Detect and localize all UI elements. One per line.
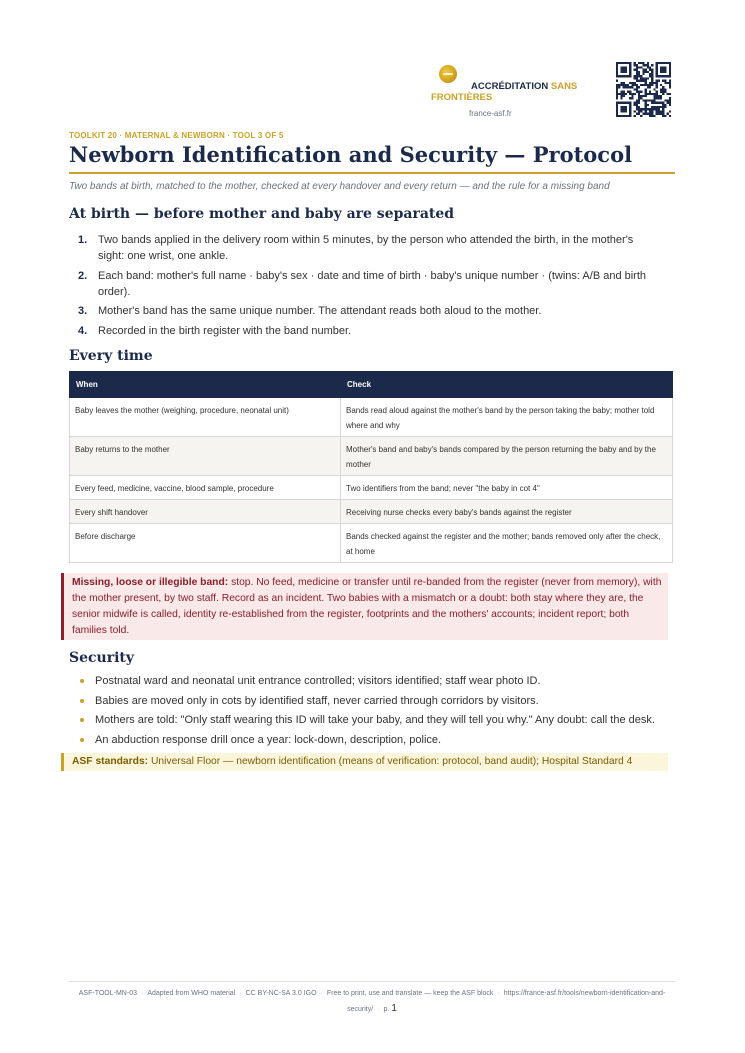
list-item — [69, 268, 659, 300]
table-row — [70, 398, 673, 437]
toolkit-eyebrow: TOOLKIT 20 · MATERNAL & NEWBORN · TOOL 3 OF 5 — [69, 131, 284, 140]
table-row — [70, 500, 673, 524]
asf-standards-note — [61, 753, 668, 771]
brand-name — [431, 81, 601, 103]
list-item — [69, 232, 659, 264]
step-number: 1. — [78, 234, 88, 246]
checks-table — [69, 371, 673, 563]
section-heading-birth: At birth — before mother and baby are separated — [69, 206, 455, 222]
step-text: Two bands applied in the delivery room within 5 minutes, by the person who attended the birth, in the mother's sight: one wrist, one ankle. — [98, 234, 634, 262]
standards-text: Universal Floor — newborn identification (means of verification: protocol, band audit); Hospital Standard 4 — [148, 756, 633, 767]
security-list — [69, 673, 675, 751]
list-item: Babies are moved only in cots by identified staff, never carried through corridors by visitors. — [69, 693, 675, 709]
cell-when: Every shift handover — [70, 500, 341, 524]
footer-code: ASF-TOOL-MN-03 — [78, 990, 137, 997]
list-item — [69, 323, 659, 339]
page-footer: ASF-TOOL-MN-03 · Adapted from WHO material · CC BY-NC-SA 3.0 IGO · Free to print, use and translate — keep the ASF block · https://france-asf.fr/tools/newborn-identification-and-security/ · p. 1 — [69, 981, 675, 1017]
footer-url[interactable]: https://france-asf.fr/tools/newborn-identification-and-security/ — [347, 990, 666, 1013]
table-row — [70, 476, 673, 500]
birth-steps-list — [69, 232, 659, 342]
step-number: 2. — [78, 269, 88, 282]
list-item — [69, 303, 659, 319]
section-heading-every-time: Every time — [69, 348, 153, 364]
missing-band-warning — [61, 573, 668, 640]
table-header-row — [70, 372, 673, 398]
cell-when: Baby returns to the mother — [70, 437, 341, 476]
list-item: Postnatal ward and neonatal unit entrance controlled; visitors identified; staff wear photo ID. — [69, 673, 675, 689]
cell-when: Every feed, medicine, vaccine, blood sample, procedure — [70, 476, 341, 500]
footer-license: CC BY-NC-SA 3.0 IGO — [245, 990, 317, 997]
step-text: Mother's band has the same unique number. The attendant reads both aloud to the mother. — [98, 305, 542, 317]
step-number: 4. — [78, 324, 88, 337]
footer-page-label: p. — [383, 1006, 390, 1013]
qr-code-icon — [616, 62, 671, 117]
cell-check: Bands checked against the register and the mother; bands removed only after the check, at home — [341, 524, 673, 563]
warning-label: Missing, loose or illegible band: — [72, 577, 229, 588]
footer-rights: Free to print, use and translate — keep the ASF block — [326, 990, 494, 997]
section-heading-security: Security — [69, 650, 135, 666]
footer-page-number: 1 — [391, 1003, 397, 1014]
brand-name-main: ACCRÉDITATION — [471, 81, 549, 92]
cell-check: Mother's band and baby's bands compared by the person returning the baby and by the mother — [341, 437, 673, 476]
warning-text: stop. No feed, medicine or transfer until re-banded from the register (never from memory), with the mother present, by two staff. Record as an incident. Two babies with a mismatch or a doubt: both stay where they are, the senior midwife is called, identity re-established from the register, footprints and the mothers' accounts; incident report; both families told. — [72, 577, 662, 636]
cell-check: Two identifiers from the band; never "the baby in cot 4" — [341, 476, 673, 500]
step-number: 3. — [78, 305, 88, 317]
cell-check: Receiving nurse checks every baby's bands against the register — [341, 500, 673, 524]
list-item: Mothers are told: "Only staff wearing this ID will take your baby, and they will tell you why." Any doubt: call the desk. — [69, 712, 675, 728]
page-subtitle: Two bands at birth, matched to the mother, checked at every handover and every return — and the rule for a missing band — [69, 181, 610, 192]
cell-check: Bands read aloud against the mother's band by the person taking the baby; mother told where and why — [341, 398, 673, 437]
table-row — [70, 524, 673, 563]
step-text: Each band: mother's full name · baby's sex · date and time of birth · baby's unique number · (twins: A/B and birth order). — [98, 269, 647, 298]
step-text: Recorded in the birth register with the band number. — [98, 324, 352, 337]
footer-adapted: Adapted from WHO material — [147, 990, 236, 997]
standards-label: ASF standards: — [72, 756, 149, 767]
table-row — [70, 437, 673, 476]
page-title: Newborn Identification and Security — Protocol — [69, 142, 675, 174]
cell-when: Baby leaves the mother (weighing, procedure, neonatal unit) — [70, 398, 341, 437]
column-header-when: When — [70, 372, 341, 398]
cell-when: Before discharge — [70, 524, 341, 563]
brand-url: france-asf.fr — [469, 109, 512, 118]
brand-name-accent: SANS FRONTIÈRES — [431, 81, 578, 103]
column-header-check: Check — [341, 372, 673, 398]
list-item: An abduction response drill once a year: lock-down, description, police. — [69, 732, 675, 748]
